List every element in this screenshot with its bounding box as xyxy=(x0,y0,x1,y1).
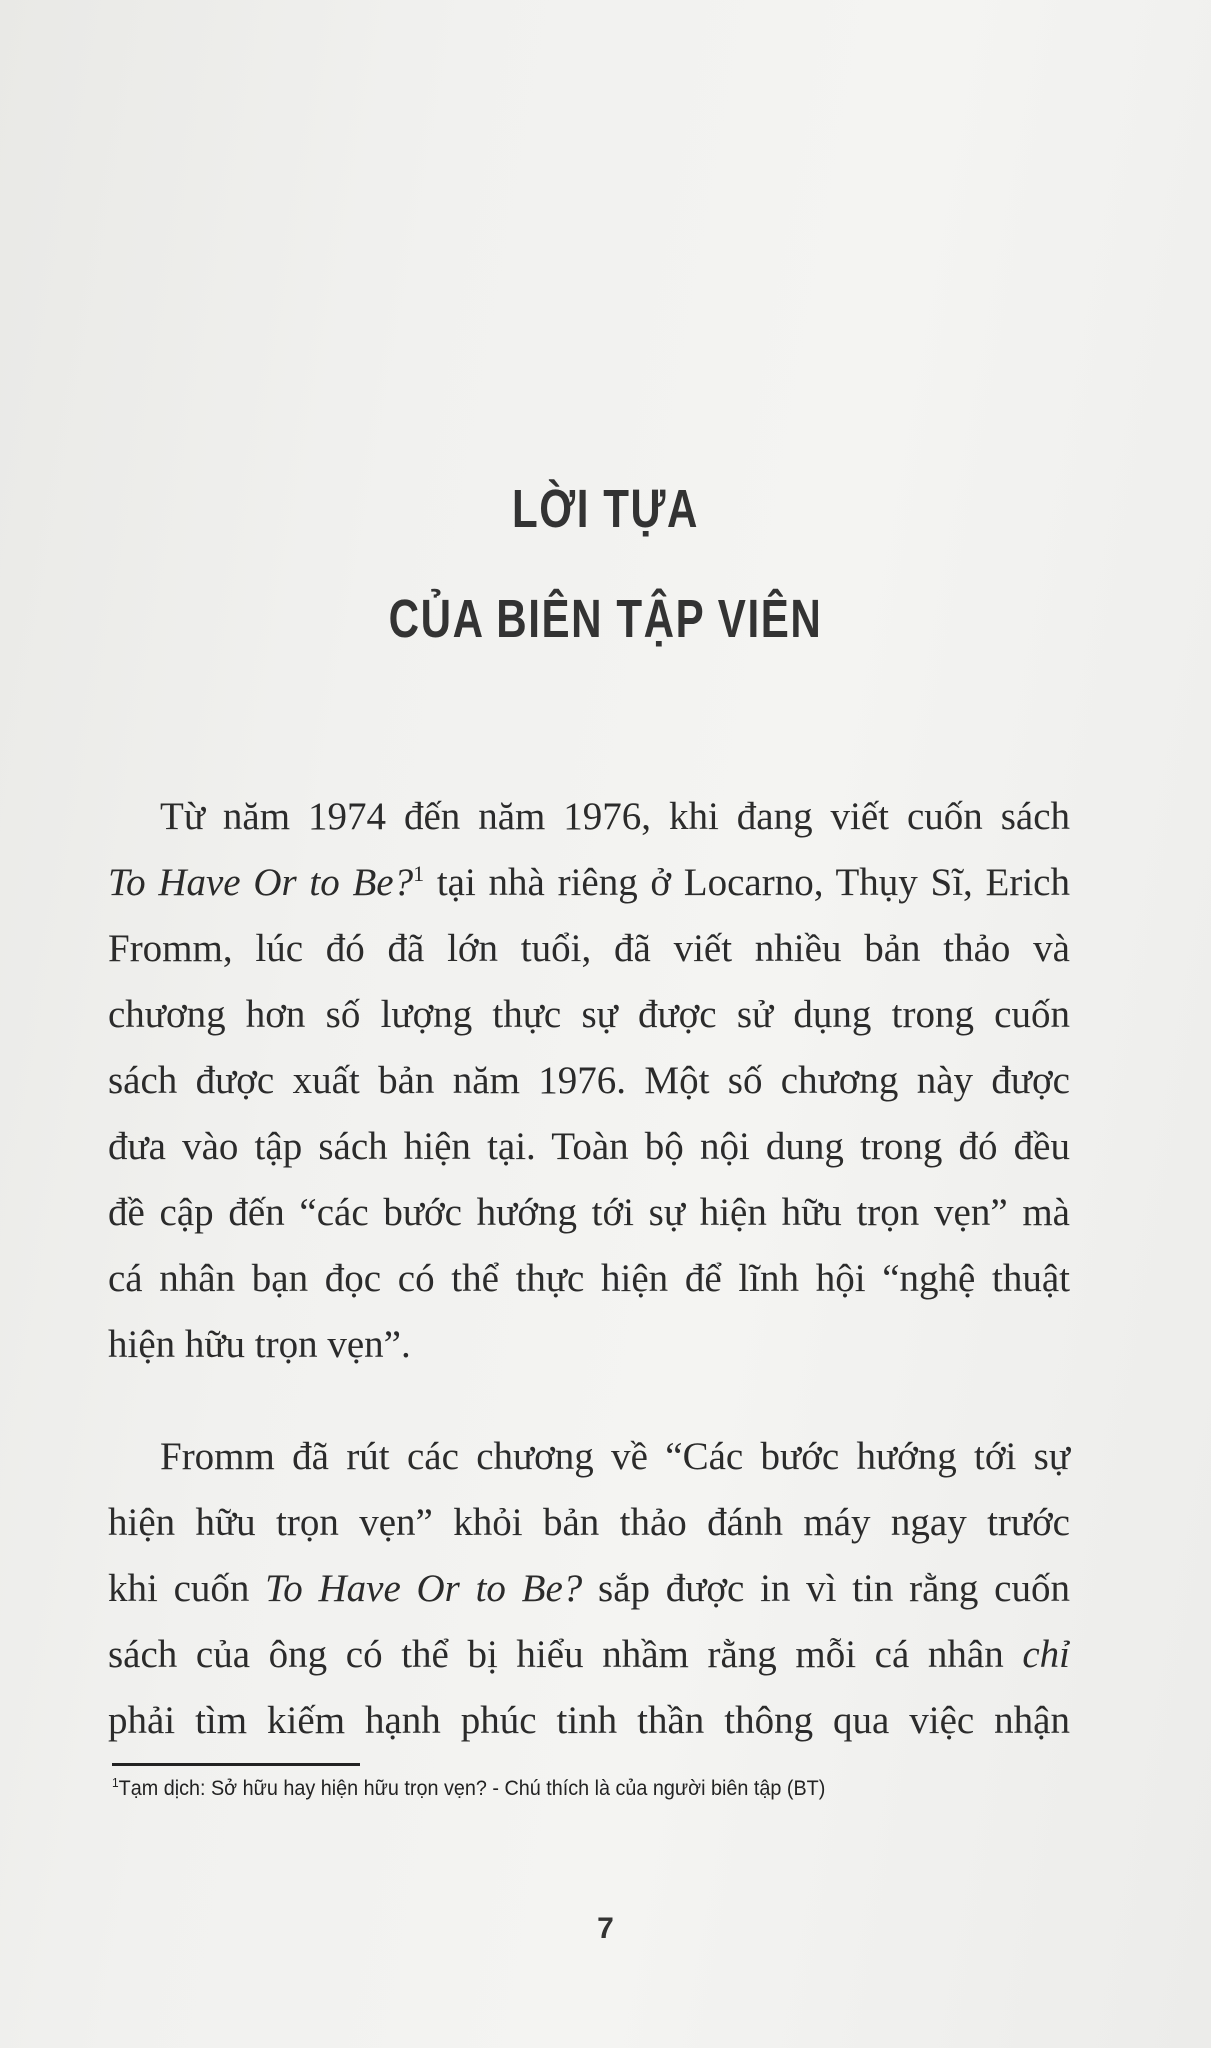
text-line xyxy=(108,982,1070,1048)
text-line xyxy=(108,1246,1070,1312)
text-line xyxy=(108,1490,1070,1556)
text-segment: tại nhà riêng ở Locarno, Thụy Sĩ, Erich xyxy=(424,861,1070,904)
italic-text: chỉ xyxy=(1022,1633,1070,1676)
chapter-title-line-2: CỦA BIÊN TẬP VIÊN xyxy=(388,589,823,649)
text-line xyxy=(108,1424,1070,1490)
text-segment: sắp được in vì tin rằng cuốn xyxy=(582,1567,1070,1610)
text-segment: đưa vào tập sách hiện tại. Toàn bộ nội dung trong đó đều xyxy=(108,1125,1070,1168)
text-segment: Fromm đã rút các chương về “Các bước hướng tới sự xyxy=(160,1435,1070,1478)
text-line xyxy=(108,916,1070,982)
text-segment: sách của ông có thể bị hiểu nhầm rằng mỗi cá nhân xyxy=(108,1633,1023,1676)
text-line xyxy=(108,1180,1070,1246)
text-segment: Từ năm 1974 đến năm 1976, khi đang viết cuốn sách xyxy=(160,795,1070,838)
text-line xyxy=(108,1048,1070,1114)
footnote-marker: 1 xyxy=(112,1774,119,1790)
text-segment: chương hơn số lượng thực sự được sử dụng trong cuốn xyxy=(108,993,1070,1036)
chapter-title-line-1: LỜI TỰA xyxy=(511,479,700,539)
text-line xyxy=(108,1622,1070,1688)
text-segment: phải tìm kiếm hạnh phúc tinh thần thông qua việc nhận xyxy=(108,1699,1070,1742)
italic-text: To Have Or to Be? xyxy=(265,1567,583,1610)
italic-text: To Have Or to Be? xyxy=(108,861,414,904)
text-line xyxy=(108,1114,1070,1180)
footnote xyxy=(112,1776,825,1801)
text-segment: hiện hữu trọn vẹn”. xyxy=(108,1323,411,1366)
footnote-reference: 1 xyxy=(413,861,425,886)
text-line xyxy=(108,1312,1070,1378)
body-text xyxy=(108,784,1070,1754)
text-line xyxy=(108,784,1070,850)
page-number: 7 xyxy=(597,1912,614,1945)
text-segment: hiện hữu trọn vẹn” khỏi bản thảo đánh máy ngay trước xyxy=(108,1501,1070,1544)
text-segment: sách được xuất bản năm 1976. Một số chương này được xyxy=(108,1059,1070,1102)
text-segment: cá nhân bạn đọc có thể thực hiện để lĩnh hội “nghệ thuật xyxy=(108,1257,1070,1300)
footnote-text: Tạm dịch: Sở hữu hay hiện hữu trọn vẹn? - Chú thích là của người biên tập (BT) xyxy=(118,1776,826,1800)
text-segment: đề cập đến “các bước hướng tới sự hiện hữu trọn vẹn” mà xyxy=(108,1191,1070,1234)
text-segment: khi cuốn xyxy=(108,1567,266,1610)
text-line xyxy=(108,1556,1070,1622)
text-segment: Fromm, lúc đó đã lớn tuổi, đã viết nhiều bản thảo và xyxy=(108,927,1070,970)
text-line xyxy=(108,850,1070,916)
paragraph-gap xyxy=(108,1378,1070,1424)
text-line xyxy=(108,1688,1070,1754)
footnote-divider xyxy=(112,1763,360,1766)
